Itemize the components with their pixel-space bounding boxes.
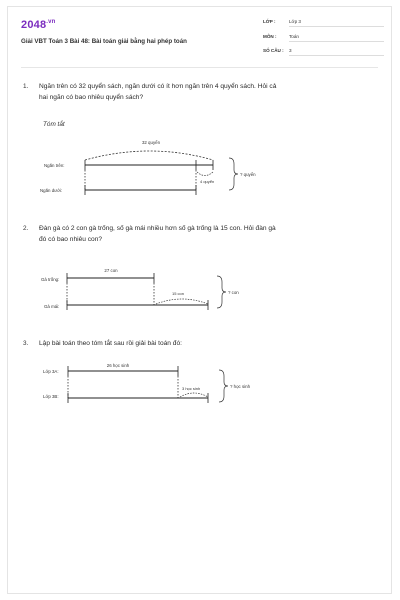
meta-key: LỚP : — [263, 19, 276, 24]
diagram-3-question-label: ? học sinh — [230, 384, 251, 389]
question-3-line-1: Lập bài toán theo tóm tắt sau rồi giải bài toán đó: — [39, 340, 182, 347]
diagram-1-row2-label: Ngăn dưới: — [40, 188, 63, 193]
question-2-number: 2. — [23, 225, 29, 232]
diagram-2-question-label: ? con — [228, 290, 239, 295]
diagram-1 — [40, 140, 256, 195]
meta-value: Toán — [289, 34, 299, 39]
diagram-2-diff-label: 15 con — [172, 291, 185, 296]
diagram-3-row2-label: Lớp 3B: — [43, 394, 59, 399]
meta-value: Lớp 3 — [289, 19, 301, 24]
diagram-1-brace — [229, 158, 238, 190]
diagram-2-top-label: 27 con — [104, 268, 118, 273]
diagram-3-row1-label: Lớp 3A: — [43, 369, 59, 374]
diagram-3-diff-label: 3 học sinh — [182, 386, 201, 391]
meta-value: 3 — [289, 48, 292, 53]
diagram-1-top-label: 32 quyển — [141, 140, 161, 145]
diagram-3-top-label: 26 học sinh — [106, 363, 130, 368]
question-2-line-1: Đàn gà có 2 con gà trống, số gà mái nhiều hơn số gà trống là 15 con. Hỏi đàn gà — [39, 225, 276, 232]
logo-number: 2048 — [21, 19, 47, 31]
diagram-3 — [43, 363, 251, 403]
diagram-3-brace — [219, 370, 228, 402]
meta-key: SỐ CÂU : — [263, 48, 284, 53]
question-1-line-2: hai ngăn có bao nhiêu quyển sách? — [39, 94, 144, 101]
diagram-2-diff-arc — [156, 299, 208, 304]
meta-key: MÔN : — [263, 34, 277, 39]
diagram-3-diff-arc — [180, 393, 208, 397]
diagram-1-row1-label: Ngăn trên: — [44, 163, 65, 168]
logo-suffix: .vn — [46, 19, 56, 25]
diagram-1-diff-label: 4 quyển — [200, 179, 215, 184]
diagram-2-brace — [217, 276, 226, 308]
diagram-1-question-label: ? quyển — [240, 172, 256, 177]
diagram-2-row1-label: Gà trống: — [41, 277, 60, 282]
diagram-2 — [41, 268, 239, 310]
diagram-1-top-arc — [85, 151, 213, 160]
question-2-line-2: đó có bao nhiêu con? — [39, 236, 103, 243]
document-title: Giải VBT Toán 3 Bài 48: Bài toán giải bằng hai phép toán — [21, 38, 187, 45]
question-1-number: 1. — [23, 83, 29, 90]
diagram-2-row2-label: Gà mái: — [44, 304, 60, 309]
question-1-line-1: Ngăn trên có 32 quyển sách, ngăn dưới có ít hơn ngăn trên 4 quyển sách. Hỏi cả — [39, 83, 277, 90]
question-3-number: 3. — [23, 340, 29, 347]
diagram-1-diff-arc — [197, 172, 213, 176]
summary-label: Tóm tắt — [43, 121, 65, 128]
